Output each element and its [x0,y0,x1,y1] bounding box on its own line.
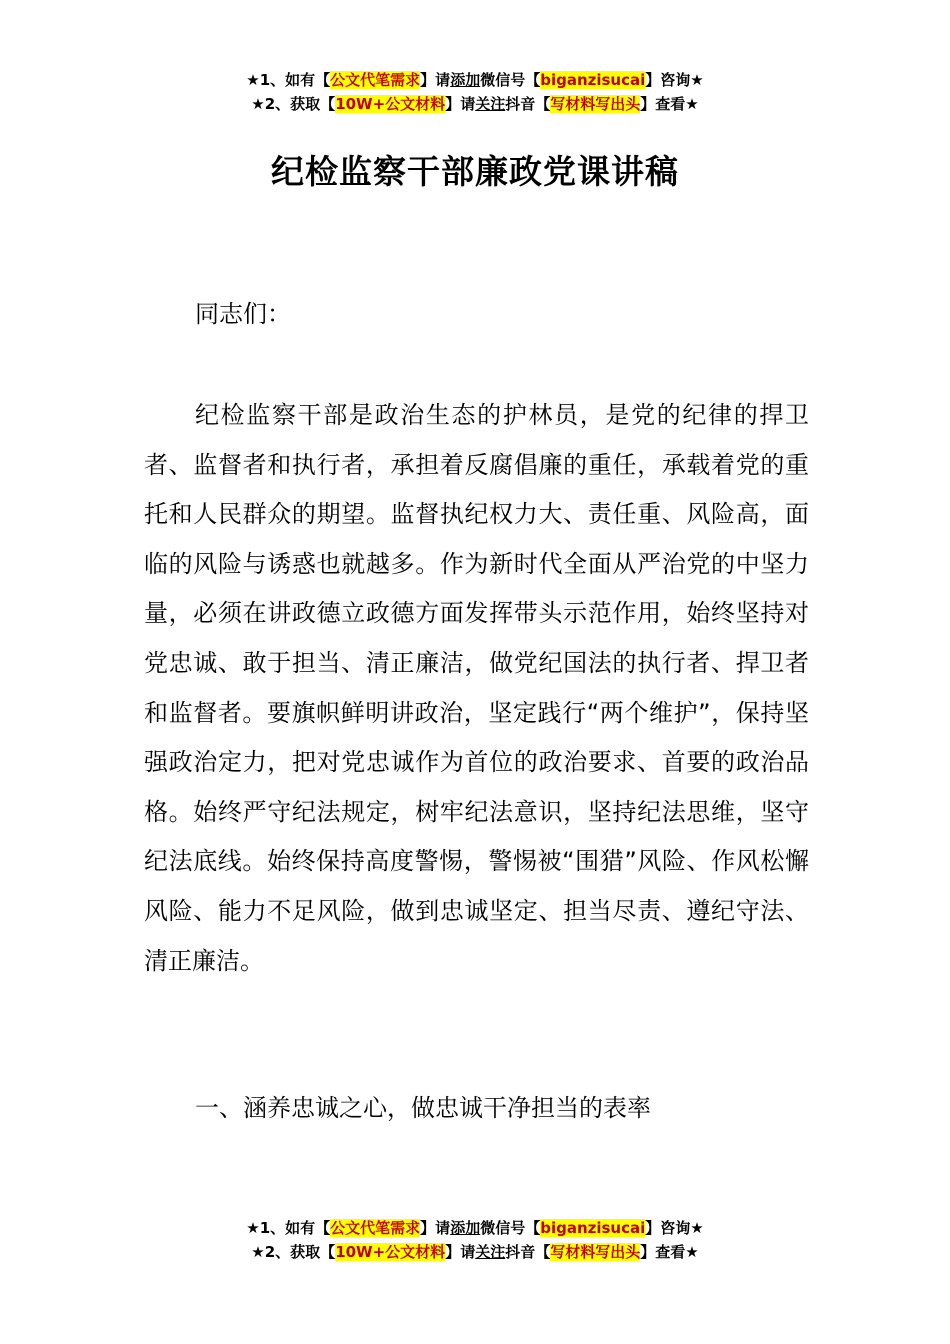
banner-line-1 [0,68,950,92]
banner-text: 】查看★ [640,1243,699,1261]
banner-highlight: 写材料写出头 [550,1243,641,1261]
banner-text: 】请 [420,71,451,89]
banner-text: 】咨询★ [645,1219,704,1237]
banner-line-2 [0,92,950,116]
banner-line-1 [0,1216,950,1240]
banner-underline: 关注 [475,1243,506,1261]
banner-text: 】请 [445,95,476,113]
footer-banner [0,1216,950,1264]
banner-text: 】查看★ [640,95,699,113]
header-banner [0,68,950,116]
banner-text: 】请 [445,1243,476,1261]
banner-highlight: biganzisucai [540,1219,646,1237]
banner-text: ★1、如有【 [246,1219,331,1237]
banner-highlight: 10W+公文材料 [335,95,446,113]
banner-text: 抖音【 [505,1243,551,1261]
greeting: 同志们： [195,300,291,328]
banner-underline: 关注 [475,95,506,113]
banner-text: ★2、获取【 [251,1243,336,1261]
banner-highlight: 公文代笔需求 [330,71,421,89]
banner-highlight: 写材料写出头 [550,95,641,113]
banner-text: 】咨询★ [645,71,704,89]
document-title: 纪检监察干部廉政党课讲稿 [271,152,679,191]
banner-text: 】请 [420,1219,451,1237]
banner-text: 抖音【 [505,95,551,113]
banner-highlight: biganzisucai [540,71,646,89]
banner-highlight: 10W+公文材料 [335,1243,446,1261]
banner-text: ★1、如有【 [246,71,331,89]
banner-text: ★2、获取【 [251,95,336,113]
banner-text: 微信号【 [480,1219,541,1237]
banner-text: 微信号【 [480,71,541,89]
banner-line-2 [0,1240,950,1264]
banner-underline: 添加 [450,71,481,89]
body-paragraph: 纪检监察干部是政治生态的护林员，是党的纪律的捍卫者、监督者和执行者，承担着反腐倡廉的重任，承载着党的重托和人民群众的期望。监督执纪权力大、责任重、风险高，面临的风险与诱惑也就越多。作为新时代全面从严治党的中坚力量，必须在讲政德立政德方面发挥带头示范作用，始终坚持对党忠诚、敢于担当、清正廉洁，做党纪国法的执行者、捍卫者和监督者。要旗帜鲜明讲政治，坚定践行“两个维护”，保持坚强政治定力，把对党忠诚作为首位的政治要求、首要的政治品格。始终严守纪法规定，树牢纪法意识，坚持纪法思维，坚守纪法底线。始终保持高度警惕，警惕被“围猎”风险、作风松懈风险、能力不足风险，做到忠诚坚定、担当尽责、遵纪守法、清正廉洁。 [144,401,809,975]
section-heading: 一、涵养忠诚之心，做忠诚干净担当的表率 [195,1094,651,1122]
banner-highlight: 公文代笔需求 [330,1219,421,1237]
banner-underline: 添加 [450,1219,481,1237]
